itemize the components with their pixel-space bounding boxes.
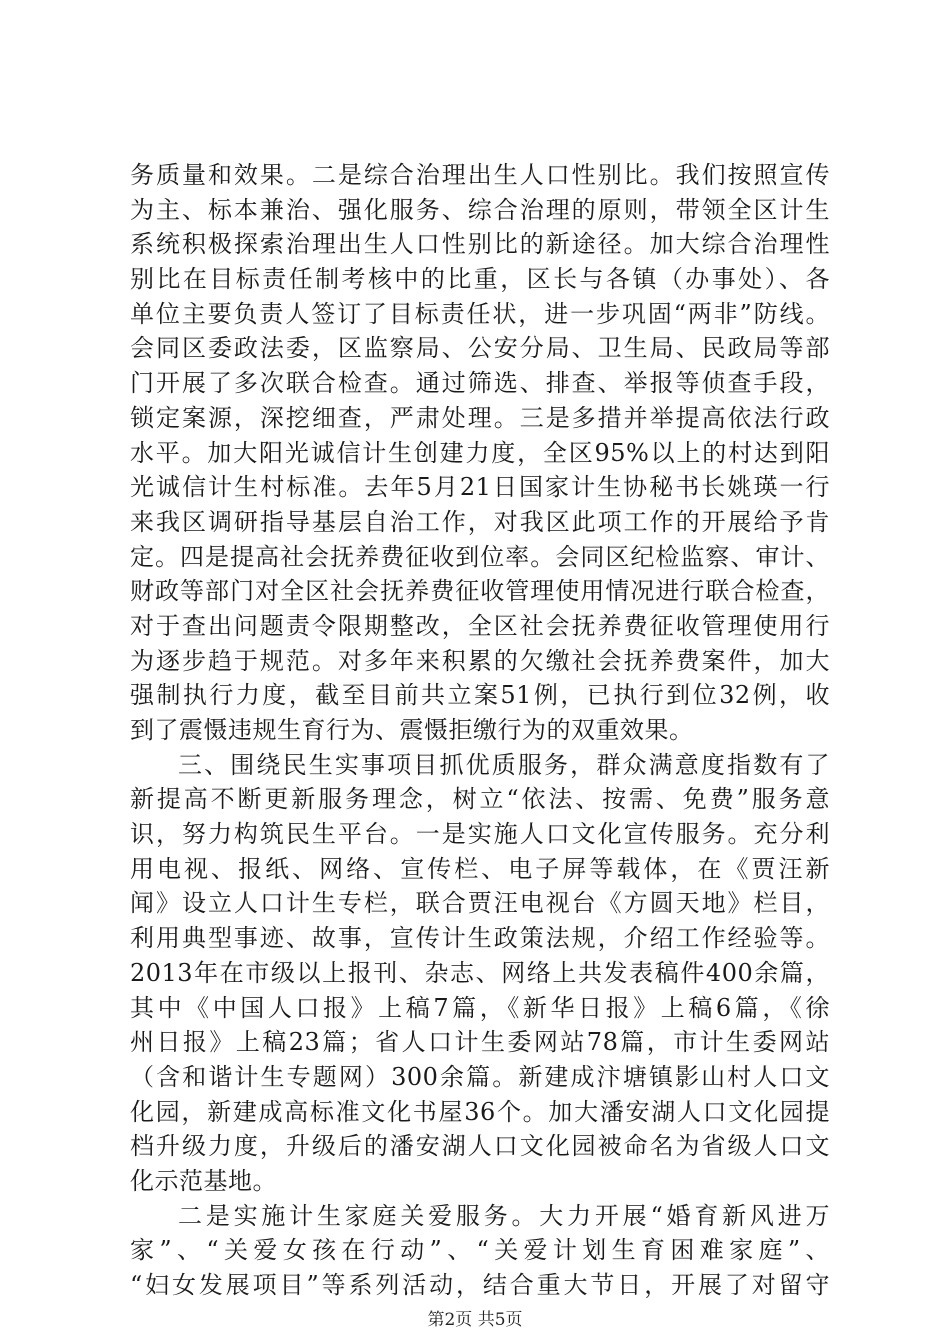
text-line: 识，努力构筑民生平台。一是实施人口文化宣传服务。充分利: [130, 820, 830, 849]
text-line: 州日报》上稿23篇；省人口计生委网站78篇，市计生委网站: [130, 1028, 830, 1057]
text-line: 来我区调研指导基层自治工作，对我区此项工作的开展给予肯: [130, 507, 830, 536]
text-line: 系统积极探索治理出生人口性别比的新途径。加大综合治理性: [130, 230, 830, 259]
text-line: 务质量和效果。二是综合治理出生人口性别比。我们按照宣传: [130, 161, 830, 189]
text-line: 档升级力度，升级后的潘安湖人口文化园被命名为省级人口文: [130, 1132, 830, 1161]
text-line: 光诚信计生村标准。去年5月21日国家计生协秘书长姚瑛一行: [130, 473, 830, 502]
text-line: 定。四是提高社会抚养费征收到位率。会同区纪检监察、审计、: [130, 542, 830, 571]
text-line: 别比在目标责任制考核中的比重，区长与各镇（办事处）、各: [130, 265, 830, 294]
document-body: [130, 158, 830, 1303]
text-line: 到了震慑违规生育行为、震慑拒缴行为的双重效果。: [130, 716, 694, 744]
text-line: 闻》设立人口计生专栏，联合贾汪电视台《方圆天地》栏目，: [130, 889, 830, 918]
text-line: 为逐步趋于规范。对多年来积累的欠缴社会抚养费案件，加大: [130, 646, 830, 675]
text-line: 门开展了多次联合检查。通过筛选、排查、举报等侦查手段，: [130, 369, 830, 398]
text-line: 新提高不断更新服务理念，树立“依法、按需、免费”服务意: [130, 785, 830, 814]
text-line: 家”、“关爱女孩在行动”、“关爱计划生育困难家庭”、: [130, 1236, 830, 1265]
text-line: 为主、标本兼治、强化服务、综合治理的原则，带领全区计生: [130, 195, 830, 224]
text-line: 三、围绕民生实事项目抓优质服务，群众满意度指数有了: [178, 750, 830, 779]
text-line: 水平。加大阳光诚信计生创建力度，全区95%以上的村达到阳: [130, 438, 830, 467]
text-line: （含和谐计生专题网）300余篇。新建成汴塘镇影山村人口文: [130, 1062, 830, 1091]
text-line: 用电视、报纸、网络、宣传栏、电子屏等载体，在《贾汪新: [130, 854, 830, 883]
text-line: 化园，新建成高标准文化书屋36个。加大潘安湖人口文化园提: [130, 1097, 830, 1126]
text-line: “妇女发展项目”等系列活动，结合重大节日，开展了对留守: [130, 1271, 830, 1299]
page-number-footer: 第2页 共5页: [427, 1310, 523, 1330]
text-line: 单位主要负责人签订了目标责任状，进一步巩固“两非”防线。: [130, 299, 830, 328]
text-line: 其中《中国人口报》上稿7篇，《新华日报》上稿6篇，《徐: [130, 993, 830, 1022]
text-line: 强制执行力度，截至目前共立案51例，已执行到位32例，收: [130, 681, 830, 710]
text-line: 锁定案源，深挖细查，严肃处理。三是多措并举提高依法行政: [130, 403, 830, 432]
text-line: 会同区委政法委，区监察局、公安分局、卫生局、民政局等部: [130, 334, 830, 363]
text-line: 二是实施计生家庭关爱服务。大力开展“婚育新风进万: [178, 1201, 830, 1230]
text-line: 化示范基地。: [130, 1166, 277, 1195]
text-line: 2013年在市级以上报刊、杂志、网络上共发表稿件400余篇，: [130, 958, 830, 987]
text-line: 利用典型事迹、故事，宣传计生政策法规，介绍工作经验等。: [130, 924, 830, 953]
text-line: 财政等部门对全区社会抚养费征收管理使用情况进行联合检查，: [130, 577, 830, 606]
text-line: 对于查出问题责令限期整改，全区社会抚养费征收管理使用行: [130, 611, 830, 640]
